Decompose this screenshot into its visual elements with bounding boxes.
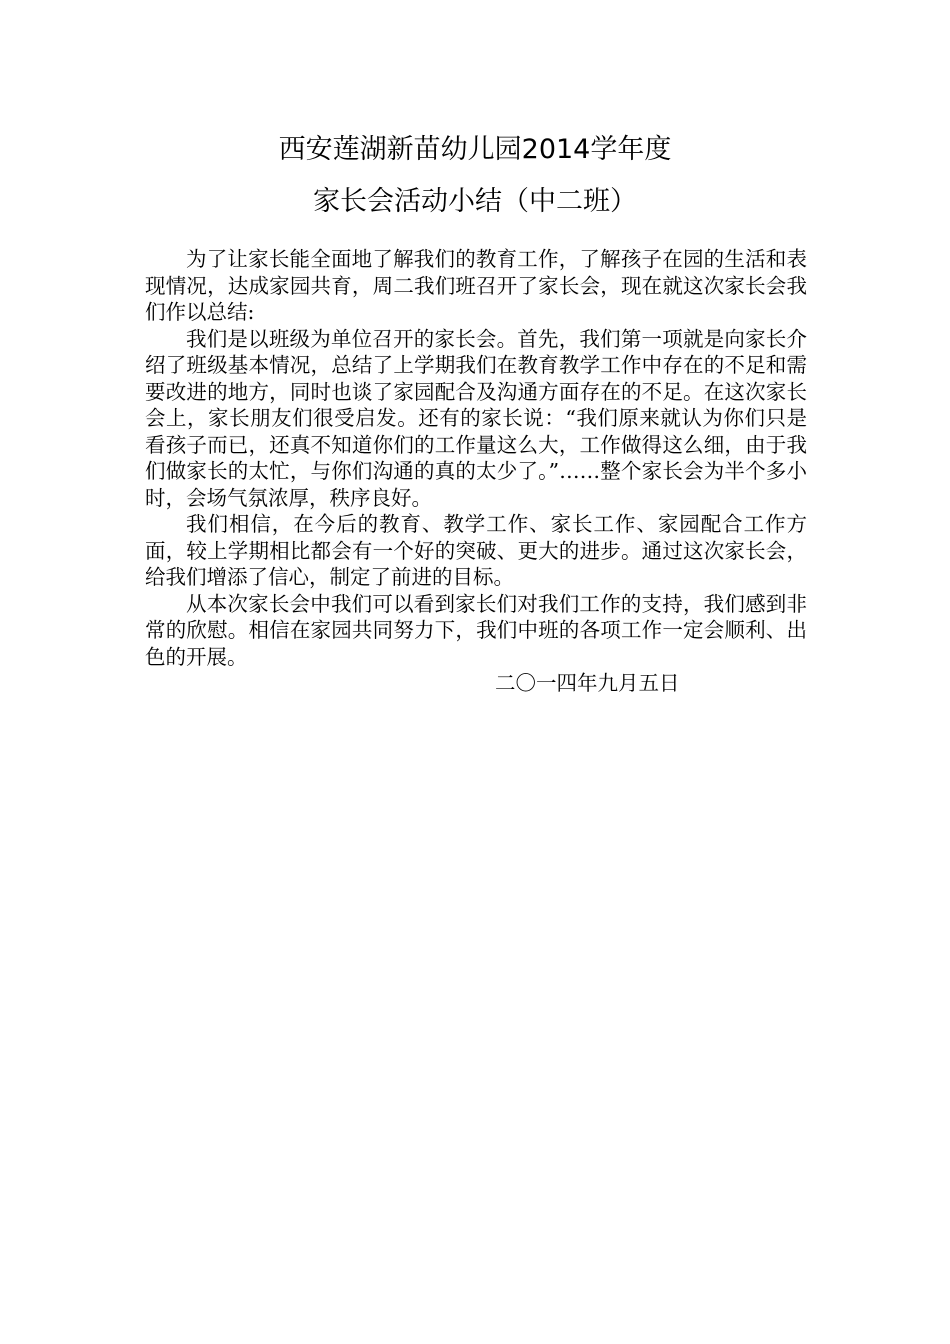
paragraph-meeting-content: 我们是以班级为单位召开的家长会。首先，我们第一项就是向家长介绍了班级基本情况，总结了上学期我们在教育教学工作中存在的不足和需要改进的地方，同时也谈了家园配合及沟通方面存在的不足。在这次家长会上，家长朋友们很受启发。还有的家长说：“我们原来就认为你们只是看孩子而已，还真不知道你们的工作量这么大，工作做得这么细，由于我们做家长的太忙，与你们沟通的真的太少了。”……整个家长会为半个多小时，会场气氛浓厚，秩序良好。 bbox=[145, 326, 807, 510]
document-body bbox=[145, 246, 807, 697]
paragraph-conclusion: 从本次家长会中我们可以看到家长们对我们工作的支持，我们感到非常的欣慰。相信在家园共同努力下，我们中班的各项工作一定会顺利、出色的开展。 bbox=[145, 591, 807, 669]
document-title: 西安莲湖新苗幼儿园2014学年度 bbox=[278, 134, 672, 165]
paragraph-outlook: 我们相信，在今后的教育、教学工作、家长工作、家园配合工作方面，较上学期相比都会有一个好的突破、更大的进步。通过这次家长会，给我们增添了信心，制定了前进的目标。 bbox=[145, 512, 807, 589]
document-subtitle: 家长会活动小结（中二班） bbox=[313, 186, 637, 217]
document-date: 二〇一四年九月五日 bbox=[495, 671, 680, 695]
paragraph-intro: 为了让家长能全面地了解我们的教育工作，了解孩子在园的生活和表现情况，达成家园共育，周二我们班召开了家长会，现在就这次家长会我们作以总结: bbox=[145, 247, 807, 324]
